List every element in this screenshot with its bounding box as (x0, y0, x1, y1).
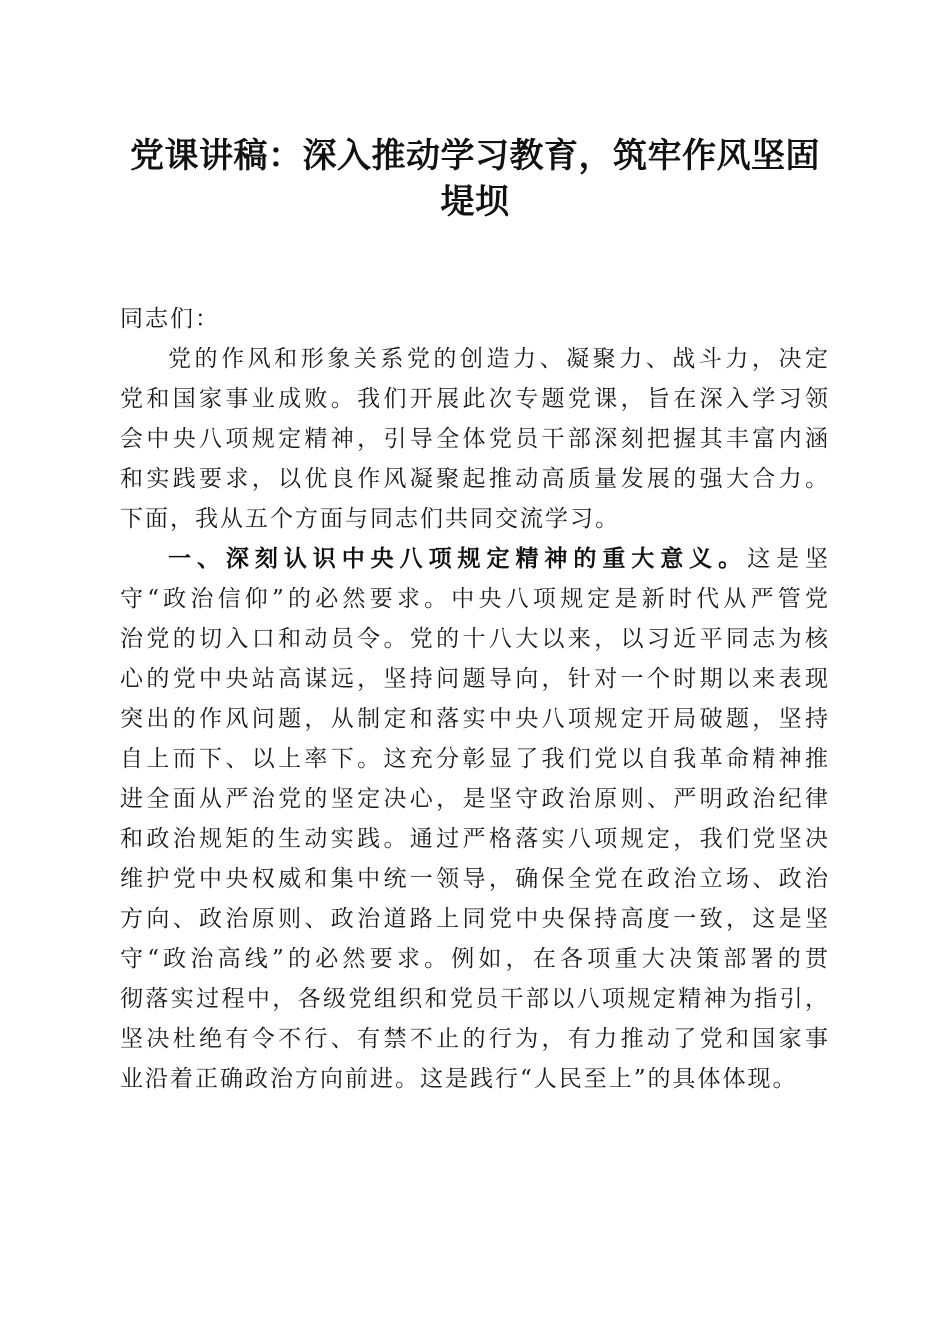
section-1-heading: 一、深刻认识中央八项规定精神的重大意义。 (168, 545, 748, 572)
section-1-line: 和政治规矩的生动实践。通过严格落实八项规定，我们党坚决 (120, 826, 830, 852)
title-line-1: 党课讲稿：深入推动学习教育，筑牢作风坚固 (130, 136, 820, 176)
intro-line: 党和国家事业成败。我们开展此次专题党课，旨在深入学习领 (120, 386, 830, 412)
section-1-paragraph (120, 539, 830, 1099)
section-1-line: 彻落实过程中，各级党组织和党员干部以八项规定精神为指引， (120, 986, 830, 1012)
section-1-line: 突出的作风问题，从制定和落实中央八项规定开局破题，坚持 (120, 706, 830, 732)
section-1-line: 进全面从严治党的坚定决心，是坚守政治原则、严明政治纪律 (120, 786, 830, 812)
intro-line: 下面，我从五个方面与同志们共同交流学习。 (120, 506, 620, 532)
section-1-line: 治党的切入口和动员令。党的十八大以来，以习近平同志为核 (120, 626, 830, 652)
intro-paragraph (120, 339, 830, 539)
intro-line: 和实践要求，以优良作风凝聚起推动高质量发展的强大合力。 (120, 466, 830, 492)
section-1-first-line-rest: 这是坚 (747, 546, 831, 572)
document-page (120, 0, 830, 1099)
section-1-line: 坚决杜绝有令不行、有禁不止的行为，有力推动了党和国家事 (120, 1026, 830, 1052)
section-1-line: 业沿着正确政治方向前进。这是践行“人民至上”的具体体现。 (120, 1066, 798, 1092)
section-1-line: 守“政治信仰”的必然要求。中央八项规定是新时代从严管党 (120, 586, 830, 612)
intro-line: 会中央八项规定精神，引导全体党员干部深刻把握其丰富内涵 (120, 426, 830, 452)
section-1-first-line (120, 539, 830, 579)
section-1-line: 自上而下、以上率下。这充分彰显了我们党以自我革命精神推 (120, 746, 830, 772)
intro-line: 党的作风和形象关系党的创造力、凝聚力、战斗力，决定 (168, 346, 830, 372)
section-1-line: 维护党中央权威和集中统一领导，确保全党在政治立场、政治 (120, 866, 830, 892)
section-1-line: 心的党中央站高谋远，坚持问题导向，针对一个时期以来表现 (120, 666, 830, 692)
document-title (120, 0, 830, 225)
section-1-line: 方向、政治原则、政治道路上同党中央保持高度一致，这是坚 (120, 906, 830, 932)
salutation: 同志们： (120, 306, 220, 332)
title-line-2: 堤坝 (440, 182, 510, 222)
section-1-line: 守“政治高线”的必然要求。例如，在各项重大决策部署的贯 (120, 946, 830, 972)
